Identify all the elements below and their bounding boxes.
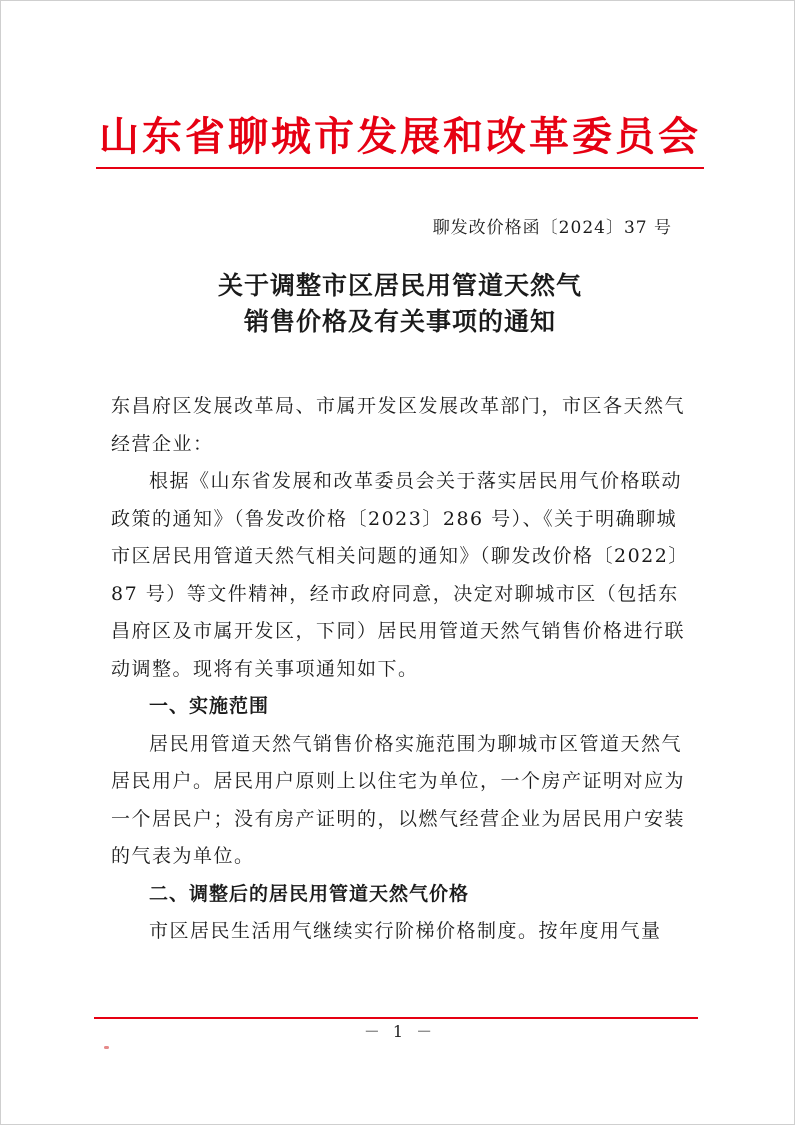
addressee: 东昌府区发展改革局、市属开发区发展改革部门，市区各天然气经营企业： (111, 395, 686, 455)
document-number: 聊发改价格函〔2024〕37 号 (432, 218, 672, 238)
section-2-heading: 二、调整后的居民用管道天然气价格 (149, 882, 470, 905)
section-1-text: 居民用管道天然气销售价格实施范围为聊城市区管道天然气居民用户。居民用户原则上以住宅为单位，一个房产证明对应为一个居民户；没有房产证明的，以燃气经营企业为居民用户安装的气表为单位。 (111, 732, 686, 867)
section-2-text: 市区居民生活用气继续实行阶梯价格制度。按年度用气量 (149, 920, 662, 942)
title-line-2: 销售价格及有关事项的通知 (243, 307, 556, 336)
section-1-heading: 一、实施范围 (149, 695, 270, 717)
title-line-1: 关于调整市区居民用管道天然气 (217, 271, 582, 300)
document-title (120, 268, 680, 340)
ink-speck (104, 1046, 109, 1049)
org-header: 山东省聊城市发展和改革委员会 (99, 113, 701, 160)
header-red-rule (96, 167, 704, 169)
paragraph-intro: 根据《山东省发展和改革委员会关于落实居民用气价格联动政策的通知》（鲁发改价格〔2023〕286 号）、《关于明确聊城市区居民用管道天然气相关问题的通知》（聊发改价格〔2022〕87 号）等文件精神，经市政府同意，决定对聊城市区（包括东昌府区及市属开发区，下同）居民用管道天然气销售价格进行联动调整。现将有关事项通知如下。 (111, 470, 689, 680)
page-number: － 1 － (363, 1022, 437, 1041)
document-body (111, 388, 689, 951)
footer-red-rule (94, 1017, 698, 1019)
